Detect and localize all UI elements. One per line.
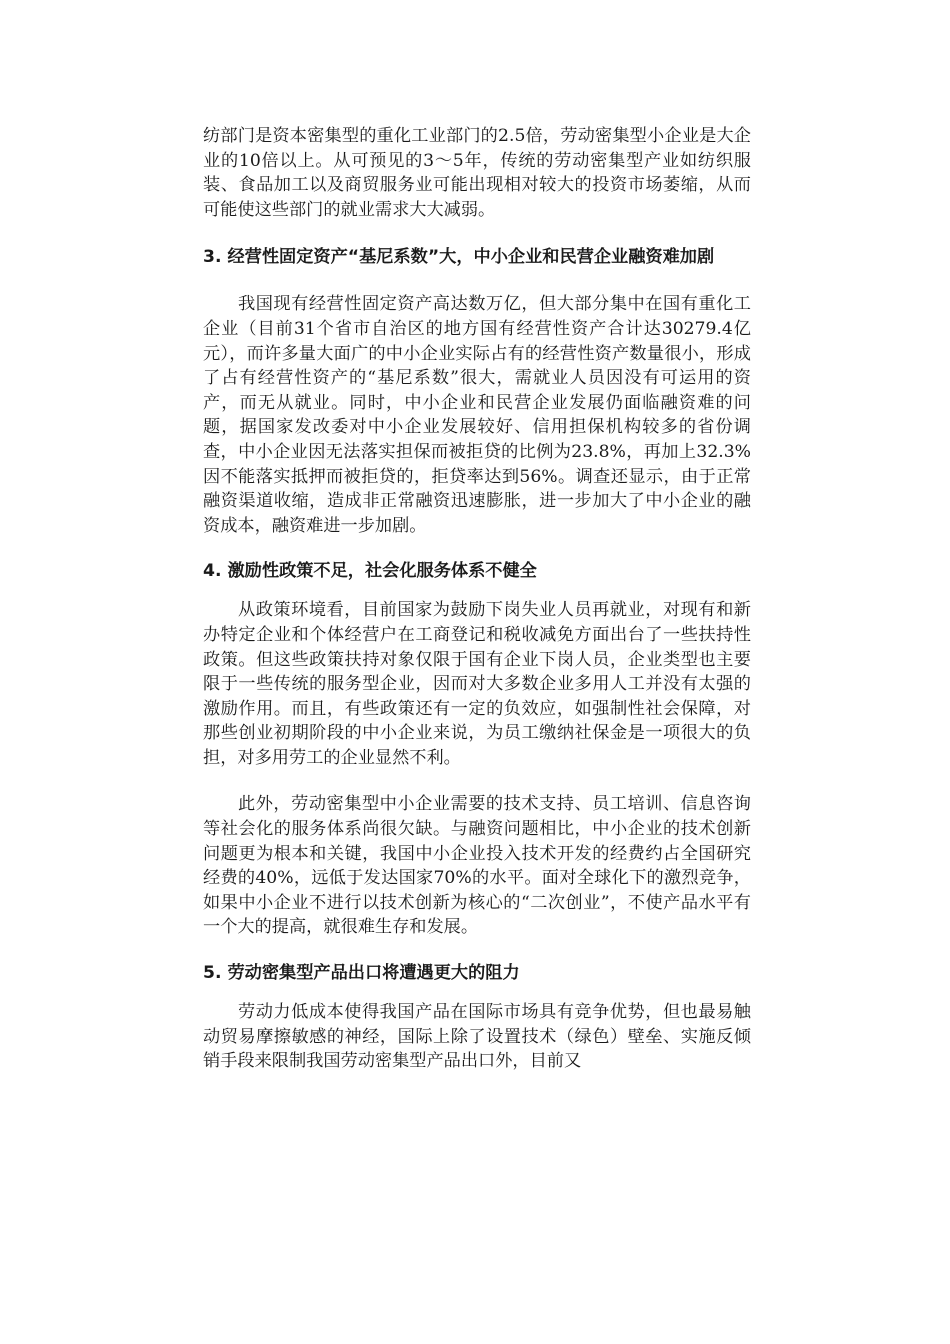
paragraph-section-3: 我国现有经营性固定资产高达数万亿，但大部分集中在国有重化工企业（目前31个省市自治区的地方国有经营性资产合计达30279.4亿元），而许多量大面广的中小企业实际占有的经营性资产数量很小，形成了占有经营性资产的“基尼系数”很大，需就业人员因没有可运用的资产，而无从就业。同时，中小企业和民营企业发展仍面临融资难的问题，据国家发改委对中小企业发展较好、信用担保机构较多的省份调查，中小企业因无法落实担保而被拒贷的比例为23.8%，再加上32.3%因不能落实抵押而被拒贷的，拒贷率达到56%。调查还显示，由于正常融资渠道收缩，造成非正常融资迅速膨胀，进一步加大了中小企业的融资成本，融资难进一步加剧。 [203,294,751,536]
section-heading-4: 4. 激励性政策不足，社会化服务体系不健全 [203,561,537,582]
document-body [203,124,751,1074]
paragraph-section-4b: 此外，劳动密集型中小企业需要的技术支持、员工培训、信息咨询等社会化的服务体系尚很欠缺。与融资问题相比，中小企业的技术创新问题更为根本和关键，我国中小企业投入技术开发的经费约占全国研究经费的40%，远低于发达国家70%的水平。面对全球化下的激烈竞争，如果中小企业不进行以技术创新为核心的“二次创业”，不使产品水平有一个大的提高，就很难生存和发展。 [203,794,751,938]
paragraph-intro: 纺部门是资本密集型的重化工业部门的2.5倍，劳动密集型小企业是大企业的10倍以上。从可预见的3～5年，传统的劳动密集型产业如纺织服装、食品加工以及商贸服务业可能出现相对较大的投资市场萎缩，从而可能使这些部门的就业需求大大减弱。 [203,126,751,220]
section-heading-3: 3. 经营性固定资产“基尼系数”大，中小企业和民营企业融资难加剧 [203,247,715,268]
section-heading-5: 5. 劳动密集型产品出口将遭遇更大的阻力 [203,963,520,984]
paragraph-section-5: 劳动力低成本使得我国产品在国际市场具有竞争优势，但也最易触动贸易摩擦敏感的神经，国际上除了设置技术（绿色）壁垒、实施反倾销手段来限制我国劳动密集型产品出口外，目前又 [203,1002,751,1072]
paragraph-section-4a: 从政策环境看，目前国家为鼓励下岗失业人员再就业，对现有和新办特定企业和个体经营户在工商登记和税收减免方面出台了一些扶持性政策。但这些政策扶持对象仅限于国有企业下岗人员，企业类型也主要限于一些传统的服务型企业，因而对大多数企业多用人工并没有太强的激励作用。而且，有些政策还有一定的负效应，如强制性社会保障，对那些创业初期阶段的中小企业来说，为员工缴纳社保金是一项很大的负担，对多用劳工的企业显然不利。 [203,600,751,768]
